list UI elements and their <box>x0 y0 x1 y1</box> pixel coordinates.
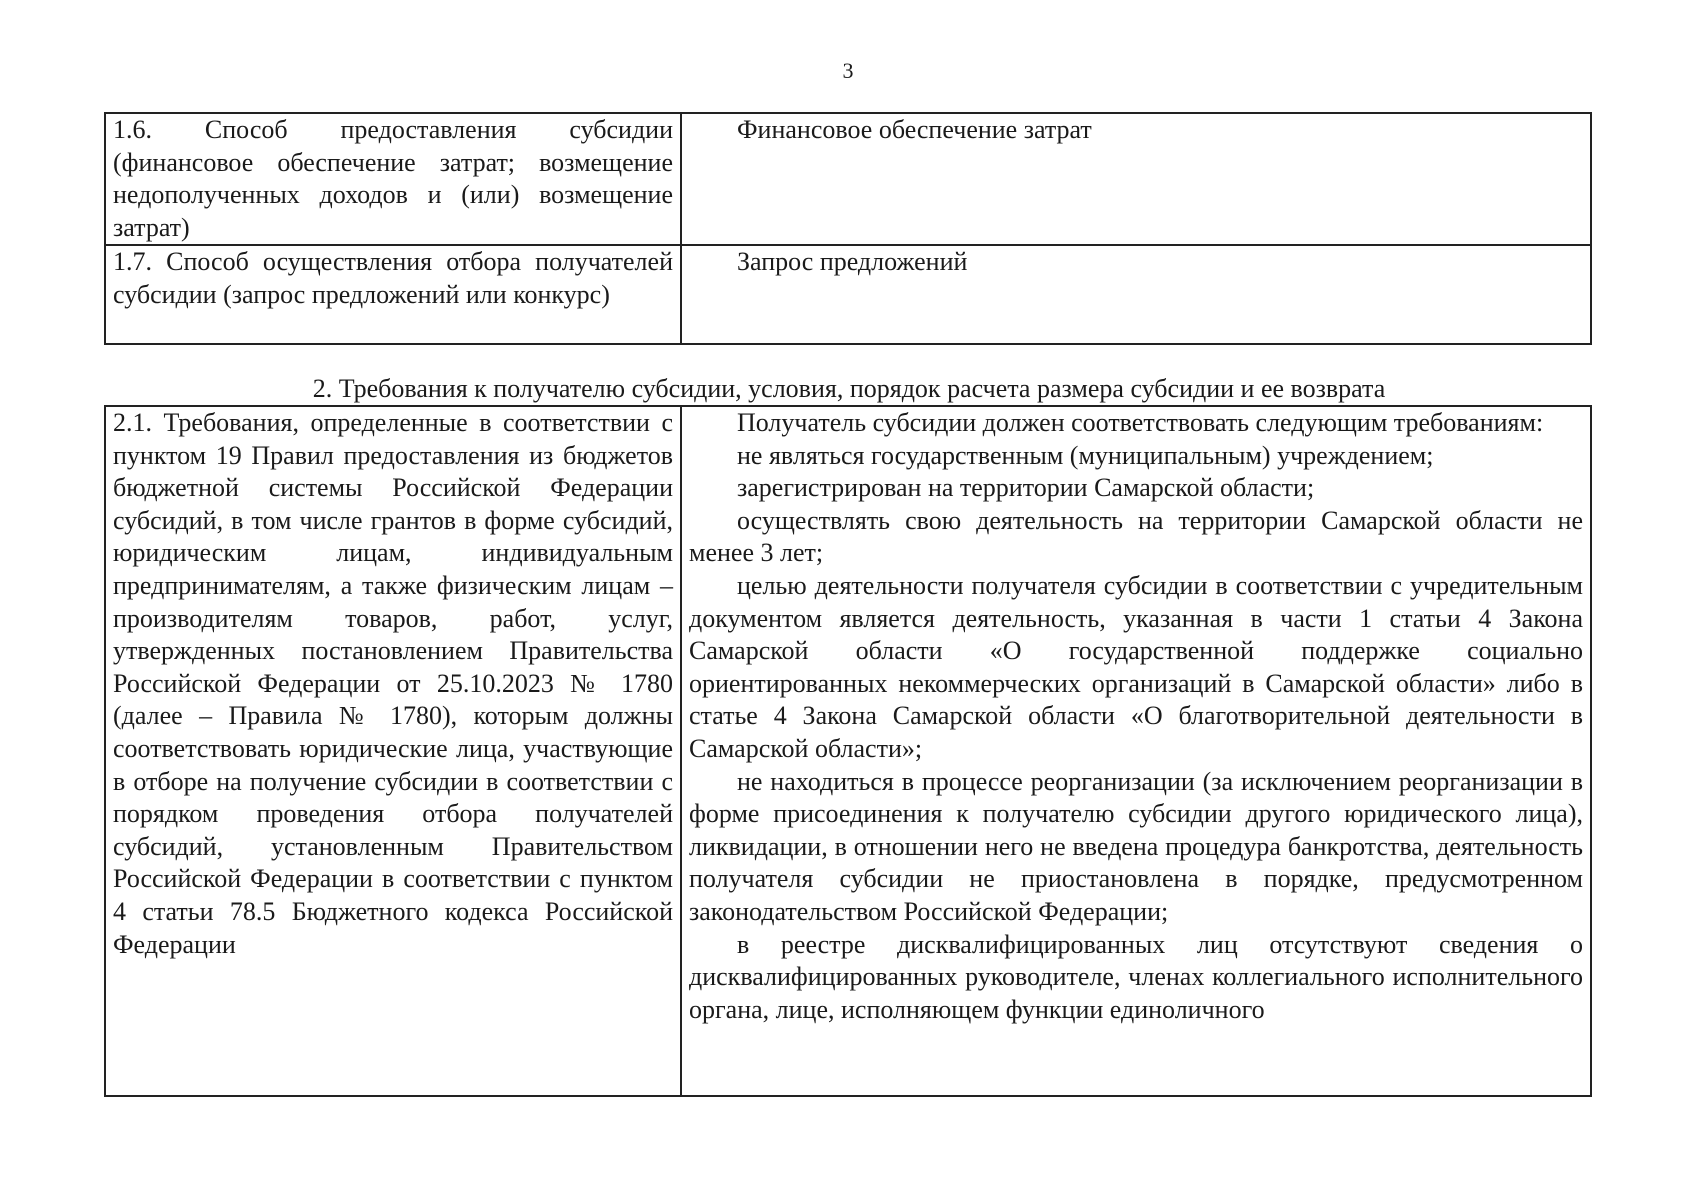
page-number: 3 <box>842 58 854 83</box>
cell-value-text: Запрос предложений <box>737 247 968 277</box>
table-cell-value <box>681 113 1591 245</box>
table-cell-value <box>681 406 1591 1096</box>
requirement-paragraph: зарегистрирован на территории Самарской области; <box>737 473 1315 503</box>
table-row <box>105 406 1591 1096</box>
table-row <box>105 113 1591 245</box>
section-heading: 2. Требования к получателю субсидии, условия, порядок расчета размера субсидии и ее возврата <box>312 374 1386 403</box>
table-cell-label: 2.1. Требования, определенные в соответствии с пунктом 19 Правил предоставления из бюджетов бюджетной системы Российской Федерации субсидий, в том числе грантов в форме субсидий, юридическим лицам, индивидуальным предпринимателям, а также физическим лицам – производителям товаров, работ, услуг, утвержденных постановлением Правительства Российской Федерации от 25.10.2023 № 1780 (далее – Правила № 1780), которым должны соответствовать юридические лица, участвующие в отборе на получение субсидии в соответствии с порядком проведения отбора получателей субсидий, установленным Правительством Российской Федерации в соответствии с пунктом 4 статьи 78.5 Бюджетного кодекса Российской Федерации <box>105 406 681 1096</box>
requirement-paragraph: не являться государственным (муниципальным) учреждением; <box>737 440 1434 470</box>
table-cell-value <box>681 245 1591 344</box>
requirements-table <box>104 405 1592 1097</box>
cell-value-text: Финансовое обеспечение затрат <box>737 115 1092 144</box>
table-cell-label: 1.7. Способ осуществления отбора получателей субсидии (запрос предложений или конкурс) <box>105 245 681 344</box>
requirement-paragraph: осуществлять свою деятельность на территории Самарской области не менее 3 лет; <box>689 505 1583 568</box>
requirement-paragraph: не находиться в процессе реорганизации (за исключением реорганизации в форме присоединения к получателю субсидии другого юридического лица), ликвидации, в отношении него не введена процедура банкротства, деятельность получателя субсидии не приостановлена в порядке, предусмотренном законодательством Российской Федерации; <box>689 766 1583 926</box>
requirement-paragraph: в реестре дисквалифицированных лиц отсутствуют сведения о дисквалифицированных руководителе, членах коллегиального исполнительного органа, лице, исполняющем функции единоличного <box>689 929 1583 1024</box>
requirement-paragraph: целью деятельности получателя субсидии в соответствии с учредительным документом является деятельность, указанная в части 1 статьи 4 Закона Самарской области «О государственной поддержке социально ориентированных некоммерческих организаций в Самарской области» либо в статье 4 Закона Самарской области «О благотворительной деятельности в Самарской области»; <box>689 570 1583 763</box>
table-row <box>105 245 1591 344</box>
requirement-paragraph: Получатель субсидии должен соответствовать следующим требованиям: <box>737 408 1544 437</box>
subsidy-method-table <box>104 112 1592 345</box>
table-cell-label: 1.6. Способ предоставления субсидии (финансовое обеспечение затрат; возмещение недополученных доходов и (или) возмещение затрат) <box>105 113 681 245</box>
